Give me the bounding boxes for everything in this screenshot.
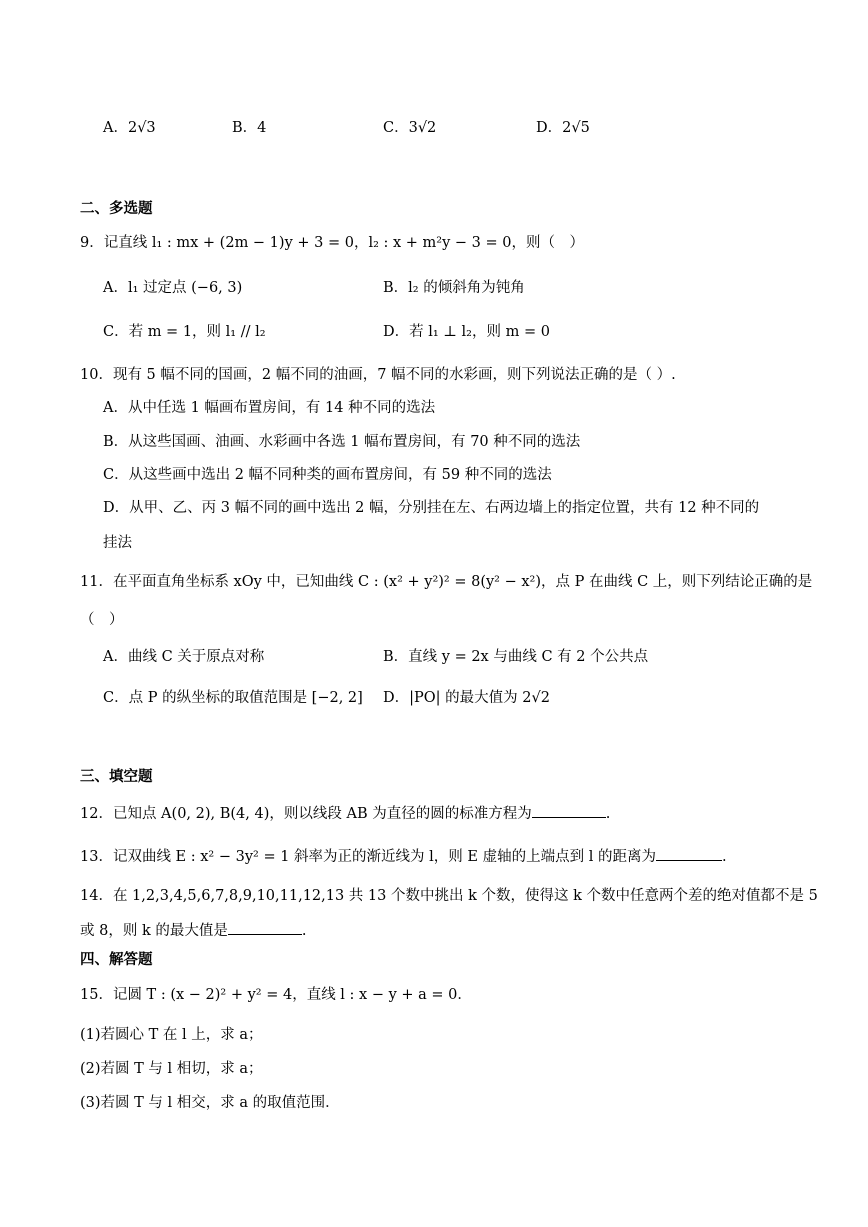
- q15-part1: (1)若圆心 T 在 l 上，求 a；: [80, 1027, 263, 1043]
- q15-part3: (3)若圆 T 与 l 相交，求 a 的取值范围．: [80, 1095, 340, 1111]
- section-title-multiple-choice: 二、多选题: [80, 201, 153, 217]
- q10-option-d-cont: 挂法: [103, 535, 132, 551]
- q11-option-d: D．|PO| 的最大值为 2√2: [383, 690, 550, 706]
- q12-end: .: [605, 806, 611, 822]
- q8-option-a: A．2√3: [103, 120, 156, 136]
- section-title-solutions: 四、解答题: [80, 952, 153, 968]
- q10-option-c: C．从这些画中选出 2 幅不同种类的画布置房间，有 59 种不同的选法: [103, 467, 552, 483]
- q10-option-a: A．从中任选 1 幅画布置房间，有 14 种不同的选法: [103, 400, 436, 416]
- q10-stem: 10．现有 5 幅不同的国画，2 幅不同的油画，7 幅不同的水彩画，则下列说法正确的是（ ）.: [80, 367, 676, 383]
- q8-option-b: B．4: [232, 120, 267, 136]
- q13-text: 13．记双曲线 E : x² − 3y² = 1 斜率为正的渐近线为 l，则 E 虚轴的上端点到 l 的距离为: [80, 849, 656, 865]
- q10-option-d: D．从甲、乙、丙 3 幅不同的画中选出 2 幅，分别挂在左、右两边墙上的指定位置，共有 12 种不同的: [103, 500, 760, 516]
- q11-stem: 11．在平面直角坐标系 xOy 中，已知曲线 C : (x² + y²)² = 8(y² − x²)，点 P 在曲线 C 上，则下列结论正确的是: [80, 574, 813, 590]
- q9-option-b: B．l₂ 的倾斜角为钝角: [383, 280, 525, 296]
- q12: [80, 803, 610, 824]
- q11-option-c: C．点 P 的纵坐标的取值范围是 [−2, 2]: [103, 690, 363, 706]
- q14-line1: 14．在 1,2,3,4,5,6,7,8,9,10,11,12,13 共 13 个数中挑出 k 个数，使得这 k 个数中任意两个差的绝对值都不是 5: [80, 888, 818, 904]
- q8-option-d: D．2√5: [536, 120, 590, 136]
- q10-option-b: B．从这些国画、油画、水彩画中各选 1 幅布置房间，有 70 种不同的选法: [103, 434, 581, 450]
- q11-option-a: A．曲线 C 关于原点对称: [103, 649, 265, 665]
- section-title-fill-in: 三、填空题: [80, 769, 153, 785]
- q13-end: .: [721, 849, 727, 865]
- q14-text: 或 8，则 k 的最大值是: [80, 923, 228, 939]
- q15-stem: 15．记圆 T : (x − 2)² + y² = 4，直线 l : x − y + a = 0．: [80, 987, 472, 1003]
- q11-option-b: B．直线 y = 2x 与曲线 C 有 2 个公共点: [383, 649, 649, 665]
- q12-answer-blank[interactable]: [532, 803, 606, 818]
- q9-stem: 9．记直线 l₁ : mx + (2m − 1)y + 3 = 0，l₂ : x + m²y − 3 = 0，则（ ）: [80, 235, 584, 251]
- q8-option-c: C．3√2: [383, 120, 437, 136]
- q14-line2: [80, 920, 306, 941]
- q9-option-c: C．若 m = 1，则 l₁ // l₂: [103, 324, 266, 340]
- q14-answer-blank[interactable]: [228, 920, 302, 935]
- q13-answer-blank[interactable]: [656, 846, 722, 861]
- q13: [80, 846, 727, 867]
- q9-option-d: D．若 l₁ ⊥ l₂，则 m = 0: [383, 324, 550, 340]
- q9-option-a: A．l₁ 过定点 (−6, 3): [103, 280, 243, 296]
- q14-end: .: [301, 923, 307, 939]
- q11-stem-paren: （ ）: [80, 612, 124, 628]
- q15-part2: (2)若圆 T 与 l 相切，求 a；: [80, 1061, 263, 1077]
- q12-text: 12．已知点 A(0, 2), B(4, 4)，则以线段 AB 为直径的圆的标准方程为: [80, 806, 532, 822]
